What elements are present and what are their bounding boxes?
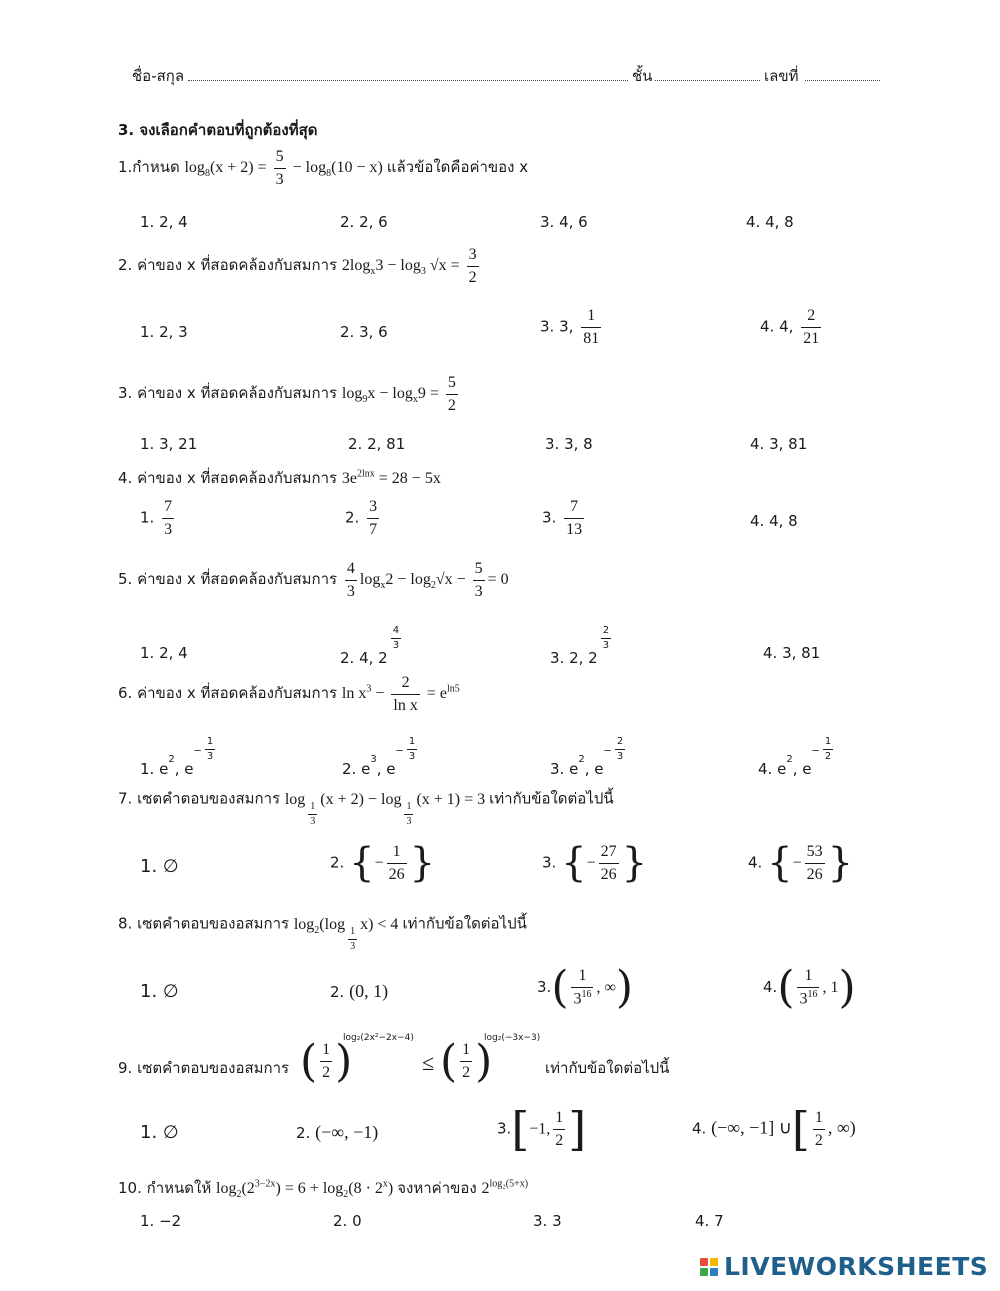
q7-choice-3[interactable]: 3. {− $\frac{27}{26}$ } bbox=[542, 840, 648, 886]
q1-choice-1[interactable]: 1. 2, 4 bbox=[140, 213, 188, 231]
q6-choice-4[interactable]: 4. $e^2$, e− $\frac{1}{2}$ bbox=[758, 736, 832, 778]
q8-prefix: 8. เซตคำตอบของอสมการ bbox=[118, 914, 290, 933]
q9-prefix: 9. เซตคำตอบของอสมการ bbox=[118, 1059, 290, 1077]
q1-choice-2[interactable]: 2. 2, 6 bbox=[340, 213, 388, 231]
q2-choice-3[interactable]: 3. 3, $\frac{1}{81}$ bbox=[540, 305, 604, 349]
q4-equation: $3e^{2lnx} = 28 - 5x$ bbox=[341, 468, 441, 487]
q8-choice-2[interactable]: 2. (0, 1) bbox=[330, 981, 389, 1001]
name-blank[interactable] bbox=[188, 80, 628, 81]
logo-mark-icon bbox=[700, 1258, 718, 1276]
question-1 bbox=[118, 146, 528, 190]
logo-square-green bbox=[700, 1268, 708, 1276]
q10-prefix: 10. กำหนดให้ bbox=[118, 1179, 212, 1197]
q9-lhs: ( $\frac{1}{2}$ ) bbox=[300, 1036, 353, 1087]
q9-choice-4[interactable]: 4. (−∞, −1] ∪[ $\frac{1}{2}$ , ∞) bbox=[692, 1102, 856, 1156]
question-8 bbox=[118, 911, 527, 952]
q8-choice-1[interactable]: 1. ∅ bbox=[140, 981, 179, 1002]
q5-choice-2[interactable]: 2. 4, 2 $\frac{4}{3}$ bbox=[340, 625, 400, 667]
q8-choice-4[interactable]: 4.( $\frac{1}{3^{16}}$ , 1) bbox=[763, 962, 856, 1013]
logo-square-yellow bbox=[710, 1258, 718, 1266]
q2-equation: $2\log_x3 - \log_3 √x$ = $\frac{3}{2}$ bbox=[342, 257, 482, 274]
q4-choice-1[interactable]: 1. $\frac{7}{3}$ bbox=[140, 496, 177, 540]
question-10 bbox=[118, 1176, 528, 1200]
q9-exponent-2: log₂(−3x−3) bbox=[484, 1033, 541, 1043]
q2-choice-2[interactable]: 2. 3, 6 bbox=[340, 323, 388, 341]
q10-target: $2^{log_2(5+x)}$ bbox=[481, 1178, 529, 1197]
logo-square-blue bbox=[710, 1268, 718, 1276]
q1-prefix: 1.กำหนด bbox=[118, 157, 180, 176]
q7-choice-4[interactable]: 4. {− $\frac{53}{26}$ } bbox=[748, 840, 854, 886]
q10-choice-2[interactable]: 2. 0 bbox=[333, 1212, 362, 1230]
question-6 bbox=[118, 672, 460, 716]
q9-le-sign: ≤ bbox=[422, 1050, 435, 1075]
number-blank[interactable] bbox=[805, 80, 880, 81]
q5-choice-4[interactable]: 4. 3, 81 bbox=[763, 644, 821, 662]
q6-choice-1[interactable]: 1. $e^2$, e− $\frac{1}{3}$ bbox=[140, 736, 214, 778]
q3-prefix: 3. ค่าของ x ที่สอดคล้องกับสมการ bbox=[118, 383, 338, 402]
question-5 bbox=[118, 558, 509, 602]
q3-choice-4[interactable]: 4. 3, 81 bbox=[750, 435, 808, 453]
q5-choice-1[interactable]: 1. 2, 4 bbox=[140, 644, 188, 662]
q6-choice-2[interactable]: 2. $e^3$, e− $\frac{1}{3}$ bbox=[342, 736, 416, 778]
name-label: ชื่อ-สกุล bbox=[132, 67, 185, 85]
q4-choice-4[interactable]: 4. 4, 8 bbox=[750, 512, 798, 530]
class-blank[interactable] bbox=[655, 80, 760, 81]
q1-equation: $\log_8(x + 2)$ = $\frac{5}{3}$ − $\log_8(10 - x)$ bbox=[184, 159, 386, 176]
q9-rhs: ( $\frac{1}{2}$ ) bbox=[440, 1036, 493, 1087]
q3-equation: $\log_9x - \log_x9$ = $\frac{5}{2}$ bbox=[342, 385, 461, 402]
logo-square-red bbox=[700, 1258, 708, 1266]
q3-choice-2[interactable]: 2. 2, 81 bbox=[348, 435, 406, 453]
liveworksheets-logo bbox=[700, 1252, 988, 1281]
q4-choice-3[interactable]: 3. $\frac{7}{13}$ bbox=[542, 496, 587, 540]
logo-text: LIVEWORKSHEETS bbox=[724, 1252, 989, 1281]
number-label: เลขที่ bbox=[764, 67, 799, 85]
question-2 bbox=[118, 244, 482, 288]
q6-equation: $\ln x^3$ − $\frac{2}{\text{ln x}}$ = $e^{ln5}$ bbox=[342, 685, 460, 702]
q1-choice-4[interactable]: 4. 4, 8 bbox=[746, 213, 794, 231]
q9-exponent-1: log₂(2x²−2x−4) bbox=[343, 1033, 414, 1043]
q7-equation: log $\frac{1}{3}$ (x + 2) − log $\frac{1}{3}$ (x + 1) = 3 bbox=[284, 790, 486, 827]
q5-choice-3[interactable]: 3. 2, 2 $\frac{2}{3}$ bbox=[550, 625, 610, 667]
q10-equation: $\log_2(2^{3-2x}) = 6 + \log_2(8 \cdot 2^x)$ bbox=[216, 1178, 394, 1201]
question-4 bbox=[118, 466, 441, 490]
q7-prefix: 7. เซตคำตอบของสมการ bbox=[118, 789, 281, 808]
q2-choice-1[interactable]: 1. 2, 3 bbox=[140, 323, 188, 341]
q3-choice-1[interactable]: 1. 3, 21 bbox=[140, 435, 198, 453]
question-3 bbox=[118, 372, 461, 416]
q6-prefix: 6. ค่าของ x ที่สอดคล้องกับสมการ bbox=[118, 683, 338, 702]
section-title: 3. จงเลือกคำตอบที่ถูกต้องที่สุด bbox=[118, 121, 318, 139]
q3-choice-3[interactable]: 3. 3, 8 bbox=[545, 435, 593, 453]
q2-prefix: 2. ค่าของ x ที่สอดคล้องกับสมการ bbox=[118, 255, 338, 274]
q8-equation: $\log_2(\log$ $\frac{1}{3}$ x) < 4 bbox=[293, 915, 399, 952]
q1-choice-3[interactable]: 3. 4, 6 bbox=[540, 213, 588, 231]
q9-choice-2[interactable]: 2. (−∞, −1) bbox=[296, 1122, 379, 1142]
q9-choice-3[interactable]: 3.[−1, $\frac{1}{2}$ ] bbox=[497, 1102, 587, 1156]
class-label: ชั้น bbox=[632, 67, 653, 85]
q2-choice-4[interactable]: 4. 4, $\frac{2}{21}$ bbox=[760, 305, 824, 349]
q9-choice-1[interactable]: 1. ∅ bbox=[140, 1122, 179, 1143]
q7-suffix: เท่ากับข้อใดต่อไปนี้ bbox=[489, 789, 614, 808]
q4-prefix: 4. ค่าของ x ที่สอดคล้องกับสมการ bbox=[118, 469, 338, 487]
q5-equation: $\frac{4}{3}$ $\log_x2 - \log_2√x$ − $\frac{5}{3}$ = 0 bbox=[342, 571, 509, 588]
q8-choice-3[interactable]: 3.( $\frac{1}{3^{16}}$ , ∞) bbox=[537, 962, 634, 1013]
q5-prefix: 5. ค่าของ x ที่สอดคล้องกับสมการ bbox=[118, 569, 338, 588]
q7-choice-2[interactable]: 2. {− $\frac{1}{26}$ } bbox=[330, 840, 436, 886]
q6-choice-3[interactable]: 3. $e^2$, e− $\frac{2}{3}$ bbox=[550, 736, 624, 778]
q7-choice-1[interactable]: 1. ∅ bbox=[140, 856, 179, 877]
q1-suffix: แล้วข้อใดคือค่าของ x bbox=[386, 157, 529, 176]
q10-middle: จงหาค่าของ bbox=[397, 1179, 477, 1197]
q9-suffix: เท่ากับข้อใดต่อไปนี้ bbox=[545, 1059, 670, 1077]
q10-choice-1[interactable]: 1. −2 bbox=[140, 1212, 182, 1230]
q10-choice-4[interactable]: 4. 7 bbox=[695, 1212, 724, 1230]
q4-choice-2[interactable]: 2. $\frac{3}{7}$ bbox=[345, 496, 382, 540]
question-7 bbox=[118, 786, 614, 827]
q10-choice-3[interactable]: 3. 3 bbox=[533, 1212, 562, 1230]
q8-suffix: เท่ากับข้อใดต่อไปนี้ bbox=[402, 914, 527, 933]
